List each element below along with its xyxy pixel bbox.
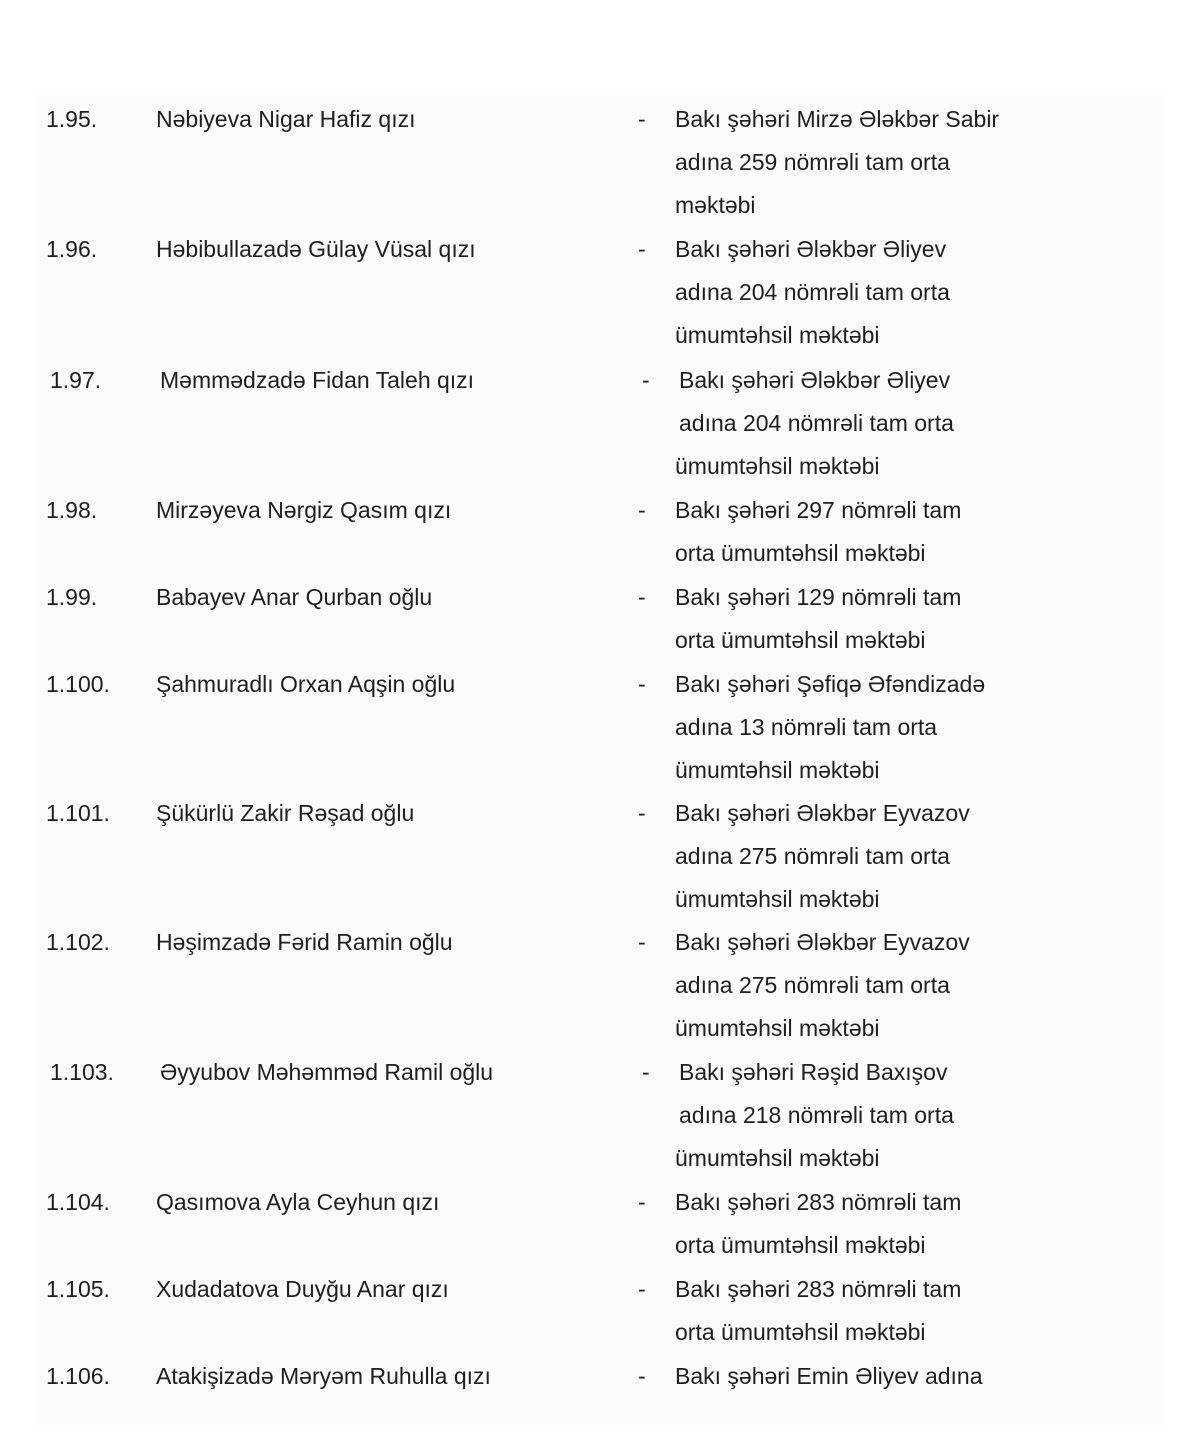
separator-dash: - bbox=[638, 671, 646, 697]
person-name: Babayev Anar Qurban oğlu bbox=[156, 584, 433, 610]
entry-number: 1.96. bbox=[46, 236, 98, 262]
person-name: Həşimzadə Fərid Ramin oğlu bbox=[156, 929, 453, 955]
separator-dash: - bbox=[638, 1276, 646, 1302]
school-line: adına 204 nömrəli tam orta bbox=[679, 410, 954, 436]
school-line: Bakı şəhəri Emin Əliyev adına bbox=[675, 1363, 983, 1389]
school-line: adına 275 nömrəli tam orta bbox=[675, 972, 950, 998]
entry-number: 1.97. bbox=[50, 367, 102, 393]
separator-dash: - bbox=[638, 106, 646, 132]
entry-number: 1.95. bbox=[46, 106, 98, 132]
separator-dash: - bbox=[638, 1189, 646, 1215]
entry-number: 1.99. bbox=[46, 584, 98, 610]
school-line: Bakı şəhəri Şəfiqə Əfəndizadə bbox=[675, 671, 986, 697]
person-name: Əyyubov Məhəmməd Ramil oğlu bbox=[160, 1059, 494, 1085]
school-line: orta ümumtəhsil məktəbi bbox=[675, 540, 926, 566]
school-line: Bakı şəhəri Ələkbər Eyvazov bbox=[675, 929, 970, 955]
school-line: Bakı şəhəri Ələkbər Eyvazov bbox=[675, 800, 970, 826]
school-line: ümumtəhsil məktəbi bbox=[675, 1015, 880, 1041]
person-name: Mirzəyeva Nərgiz Qasım qızı bbox=[156, 497, 452, 523]
school-line: ümumtəhsil məktəbi bbox=[675, 322, 880, 348]
school-line: Bakı şəhəri 283 nömrəli tam bbox=[675, 1276, 962, 1302]
school-line: orta ümumtəhsil məktəbi bbox=[675, 1232, 926, 1258]
separator-dash: - bbox=[638, 497, 646, 523]
school-line: adına 218 nömrəli tam orta bbox=[679, 1102, 954, 1128]
school-line: ümumtəhsil məktəbi bbox=[675, 886, 880, 912]
school-line: orta ümumtəhsil məktəbi bbox=[675, 627, 926, 653]
school-line: Bakı şəhəri Mirzə Ələkbər Sabir bbox=[675, 106, 1000, 132]
person-name: Atakişizadə Məryəm Ruhulla qızı bbox=[156, 1363, 491, 1389]
school-line: Bakı şəhəri 297 nömrəli tam bbox=[675, 497, 962, 523]
entry-number: 1.104. bbox=[46, 1189, 110, 1215]
school-line: Bakı şəhəri Ələkbər Əliyev bbox=[675, 236, 947, 262]
school-line: Bakı şəhəri Rəşid Baxışov bbox=[679, 1059, 948, 1085]
person-name: Məmmədzadə Fidan Taleh qızı bbox=[160, 367, 475, 393]
person-name: Nəbiyeva Nigar Hafiz qızı bbox=[156, 106, 416, 132]
entry-number: 1.103. bbox=[50, 1059, 114, 1085]
school-line: Bakı şəhəri 283 nömrəli tam bbox=[675, 1189, 962, 1215]
school-line: ümumtəhsil məktəbi bbox=[675, 453, 880, 479]
person-name: Şahmuradlı Orxan Aqşin oğlu bbox=[156, 671, 456, 697]
person-name: Şükürlü Zakir Rəşad oğlu bbox=[156, 800, 415, 826]
entry-number: 1.98. bbox=[46, 497, 98, 523]
entry-number: 1.100. bbox=[46, 671, 110, 697]
person-name: Xudadatova Duyğu Anar qızı bbox=[156, 1276, 449, 1302]
person-name: Həbibullazadə Gülay Vüsal qızı bbox=[156, 236, 476, 262]
entry-number: 1.106. bbox=[46, 1363, 110, 1389]
separator-dash: - bbox=[638, 236, 646, 262]
school-line: orta ümumtəhsil məktəbi bbox=[675, 1319, 926, 1345]
school-line: məktəbi bbox=[675, 192, 756, 218]
separator-dash: - bbox=[642, 367, 650, 393]
separator-dash: - bbox=[642, 1059, 650, 1085]
school-line: Bakı şəhəri Ələkbər Əliyev bbox=[679, 367, 951, 393]
school-line: ümumtəhsil məktəbi bbox=[675, 1145, 880, 1171]
school-line: Bakı şəhəri 129 nömrəli tam bbox=[675, 584, 962, 610]
person-name: Qasımova Ayla Ceyhun qızı bbox=[156, 1189, 440, 1215]
separator-dash: - bbox=[638, 1363, 646, 1389]
entry-number: 1.105. bbox=[46, 1276, 110, 1302]
separator-dash: - bbox=[638, 584, 646, 610]
separator-dash: - bbox=[638, 800, 646, 826]
separator-dash: - bbox=[638, 929, 646, 955]
entry-number: 1.102. bbox=[46, 929, 110, 955]
school-line: ümumtəhsil məktəbi bbox=[675, 757, 880, 783]
school-line: adına 259 nömrəli tam orta bbox=[675, 149, 950, 175]
entry-number: 1.101. bbox=[46, 800, 110, 826]
school-line: adına 275 nömrəli tam orta bbox=[675, 843, 950, 869]
school-line: adına 13 nömrəli tam orta bbox=[675, 714, 938, 740]
school-line: adına 204 nömrəli tam orta bbox=[675, 279, 950, 305]
